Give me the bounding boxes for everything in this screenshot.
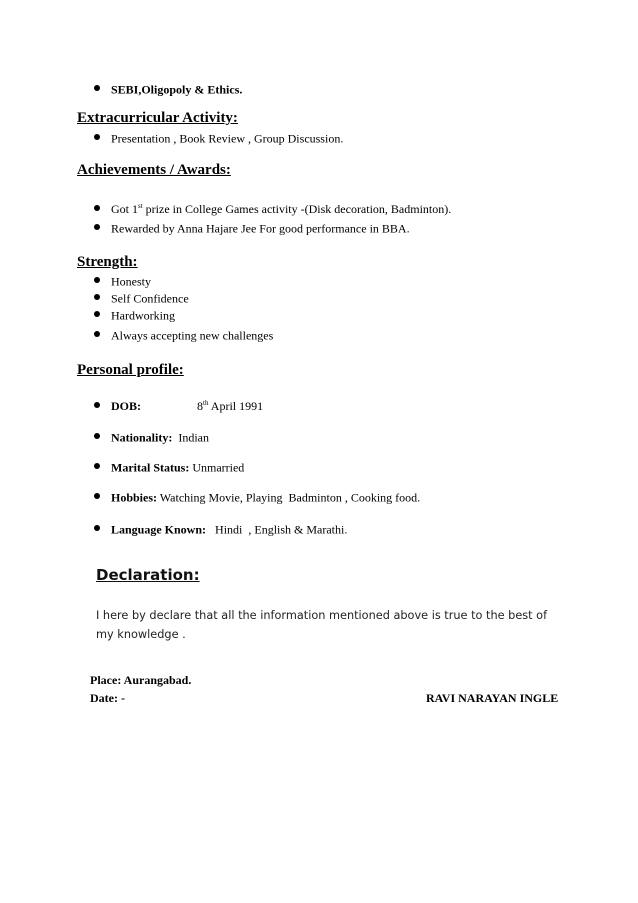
list-item: [94, 201, 451, 216]
item-text: [111, 202, 451, 216]
bullet-icon: [94, 525, 100, 531]
place-line: Place: Aurangabad.: [90, 673, 192, 687]
item-text: Self Confidence: [111, 291, 189, 306]
list-item: [94, 327, 273, 342]
list-item-nationality: [94, 429, 209, 444]
nationality-value: Indian: [172, 430, 209, 445]
list-item-hobbies: [94, 489, 420, 504]
marital-label: Marital Status:: [111, 460, 190, 475]
bullet-icon: [94, 205, 100, 211]
item-text: Honesty: [111, 274, 151, 289]
item-text-part: prize in College Games activity -(Disk decoration, Badminton).: [142, 202, 452, 217]
list-item: [94, 307, 175, 322]
bullet-icon: [94, 134, 100, 140]
list-item: [94, 130, 343, 145]
hobbies-value: Watching Movie, Playing Badminton , Cooking food.: [157, 490, 421, 505]
bullet-icon: [94, 224, 100, 230]
list-item: [94, 290, 189, 305]
bullet-icon: [94, 331, 100, 337]
bullet-icon: [94, 433, 100, 439]
list-item-marital-status: [94, 459, 244, 474]
dob-day: 8: [197, 399, 203, 414]
superscript: st: [138, 202, 143, 211]
item-text: Always accepting new challenges: [111, 328, 274, 343]
list-item: [94, 273, 151, 288]
dob-month-year: April 1991: [208, 399, 264, 414]
bullet-icon: [94, 277, 100, 283]
nationality-label: Nationality:: [111, 430, 173, 445]
item-text-part: Got 1: [111, 202, 138, 217]
declaration-text: I here by declare that all the information mentioned above is true to the best of my knowledge .: [96, 609, 548, 641]
item-text: SEBI,Oligopoly & Ethics.: [111, 82, 243, 97]
section-heading-strength: Strength:: [77, 254, 138, 270]
section-heading-personal-profile: Personal profile:: [77, 362, 184, 378]
bullet-icon: [94, 493, 100, 499]
bullet-icon: [94, 463, 100, 469]
bullet-icon: [94, 402, 100, 408]
superscript: th: [203, 399, 209, 408]
hobbies-label: Hobbies:: [111, 490, 158, 505]
language-label: Language Known:: [111, 522, 207, 537]
signature-name: RAVI NARAYAN INGLE: [426, 691, 559, 705]
list-item-language: [94, 521, 347, 536]
section-heading-extracurricular: Extracurricular Activity:: [77, 110, 238, 126]
list-item-dob: [94, 398, 263, 413]
marital-value: Unmarried: [189, 460, 245, 475]
item-text: Hardworking: [111, 308, 175, 323]
bullet-icon: [94, 294, 100, 300]
declaration-heading: Declaration:: [96, 566, 200, 584]
item-text: Presentation , Book Review , Group Discussion.: [111, 131, 344, 146]
dob-value: [197, 399, 263, 413]
bullet-icon: [94, 311, 100, 317]
dob-label: DOB:: [111, 399, 141, 414]
bullet-icon: [94, 85, 100, 91]
language-value: Hindi , English & Marathi.: [206, 522, 348, 537]
list-item: [94, 81, 242, 96]
section-heading-achievements: Achievements / Awards:: [77, 162, 231, 178]
item-text: Rewarded by Anna Hajare Jee For good performance in BBA.: [111, 221, 410, 236]
list-item: [94, 220, 410, 235]
date-line: Date: -: [90, 691, 125, 705]
